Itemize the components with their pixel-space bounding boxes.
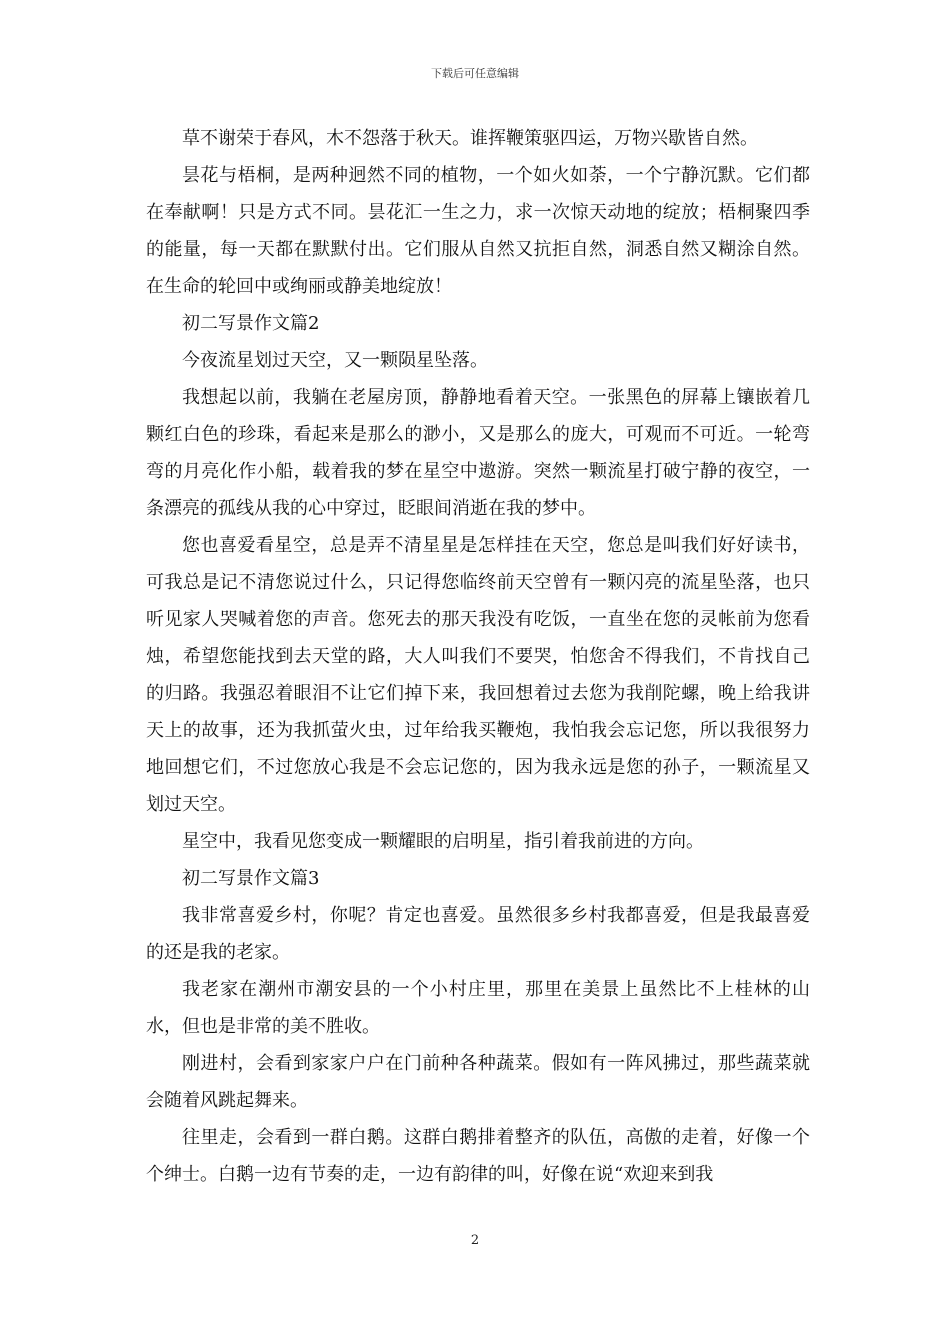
paragraph: 今夜流星划过天空，又一颗陨星坠落。	[182, 350, 488, 371]
paragraph: 草不谢荣于春风，木不怨落于秋天。谁挥鞭策驱四运，万物兴歇皆自然。	[182, 128, 758, 149]
paragraph: 星空中，我看见您变成一颗耀眼的启明星，指引着我前进的方向。	[182, 831, 704, 852]
document-body	[146, 120, 810, 1193]
paragraph: 您也喜爱看星空，总是弄不清星星是怎样挂在天空，您总是叫我们好好读书，可我总是记不清您说过什么，只记得您临终前天空曾有一颗闪亮的流星坠落，也只听见家人哭喊着您的声音。您死去的那天我没有吃饭，一直坐在您的灵帐前为您看烛，希望您能找到去天堂的路，大人叫我们不要哭，怕您舍不得我们，不肯找自己的归路。我强忍着眼泪不让它们掉下来，我回想着过去您为我削陀螺，晚上给我讲天上的故事，还为我抓萤火虫，过年给我买鞭炮，我怕我会忘记您，所以我很努力地回想它们，不过您放心我是不会忘记您的，因为我永远是您的孙子，一颗流星又划过天空。	[146, 535, 810, 815]
paragraph: 刚进村，会看到家家户户在门前种各种蔬菜。假如有一阵风拂过，那些蔬菜就会随着风跳起舞来。	[146, 1053, 810, 1111]
paragraph: 我非常喜爱乡村，你呢？肯定也喜爱。虽然很多乡村我都喜爱，但是我最喜爱的还是我的老家。	[146, 905, 810, 963]
paragraph: 昙花与梧桐，是两种迥然不同的植物，一个如火如荼，一个宁静沉默。它们都在奉献啊！只是方式不同。昙花汇一生之力，求一次惊天动地的绽放；梧桐聚四季的能量，每一天都在默默付出。它们服从自然又抗拒自然，洞悉自然又糊涂自然。在生命的轮回中或绚丽或静美地绽放！	[146, 165, 810, 297]
page-header: 下载后可任意编辑	[431, 67, 519, 80]
paragraph: 我老家在潮州市潮安县的一个小村庄里，那里在美景上虽然比不上桂林的山水，但也是非常的美不胜收。	[146, 979, 810, 1037]
paragraph: 我想起以前，我躺在老屋房顶，静静地看着天空。一张黑色的屏幕上镶嵌着几颗红白色的珍珠，看起来是那么的渺小，又是那么的庞大，可观而不可近。一轮弯弯的月亮化作小船，载着我的梦在星空中遨游。突然一颗流星打破宁静的夜空，一条漂亮的孤线从我的心中穿过，眨眼间消逝在我的梦中。	[146, 387, 810, 519]
section-heading: 初二写景作文篇3	[182, 868, 320, 889]
section-heading: 初二写景作文篇2	[182, 313, 320, 334]
paragraph: 往里走，会看到一群白鹅。这群白鹅排着整齐的队伍，高傲的走着，好像一个个绅士。白鹅一边有节奏的走，一边有韵律的叫，好像在说“欢迎来到我	[146, 1127, 810, 1185]
page-number: 2	[470, 1233, 480, 1248]
